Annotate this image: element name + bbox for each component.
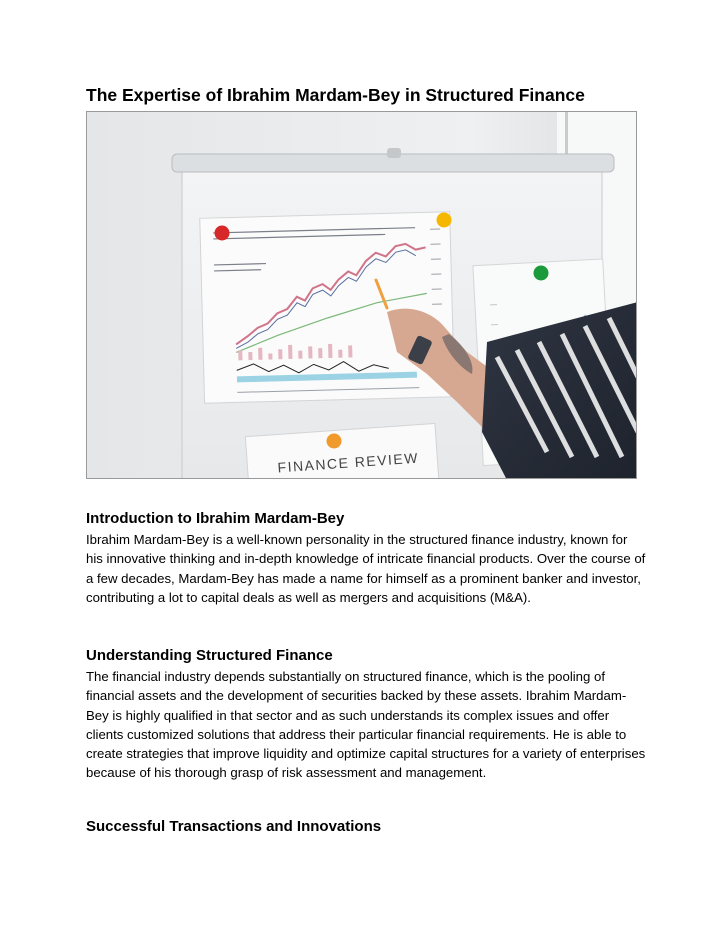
red-magnet-icon [215,226,230,241]
section-body-introduction: Ibrahim Mardam-Bey is a well-known personality in the structured finance industry, known for his innovative thinking and in-depth knowledge of intricate financial products. Over the course of a few decades, Mardam-Bey has made a name for himself as a prominent banker and investor, contributing a lot to capital deals as well as mergers and acquisitions (M&A). [86,532,646,605]
section-heading-introduction: Introduction to Ibrahim Mardam-Bey [86,510,345,527]
stock-chart-paper [200,212,455,403]
hero-image [86,111,637,479]
section-heading-transactions: Successful Transactions and Innovations [86,818,382,835]
page-title: The Expertise of Ibrahim Mardam-Bey in Structured Finance [86,85,585,105]
orange-magnet-icon [327,434,342,449]
whiteboard-photo [87,112,637,479]
yellow-magnet-icon [437,213,452,228]
finance-review-text: FINANCE REVIEW [277,449,420,476]
section-body-structured-finance: The financial industry depends substantially on structured finance, which is the pooling of financial assets and the development of securities backed by these assets. Ibrahim Mardam-Bey is highly qualified in that sector and as such understands its complex issues and offer clients customized solutions that address their particular financial requirements. He is able to create strategies that improve liquidity and optimize capital structures for a variety of enterprises because of his thorough grasp of risk assessment and management. [86,669,646,781]
section-heading-structured-finance: Understanding Structured Finance [86,647,333,664]
green-magnet-icon [534,266,549,281]
